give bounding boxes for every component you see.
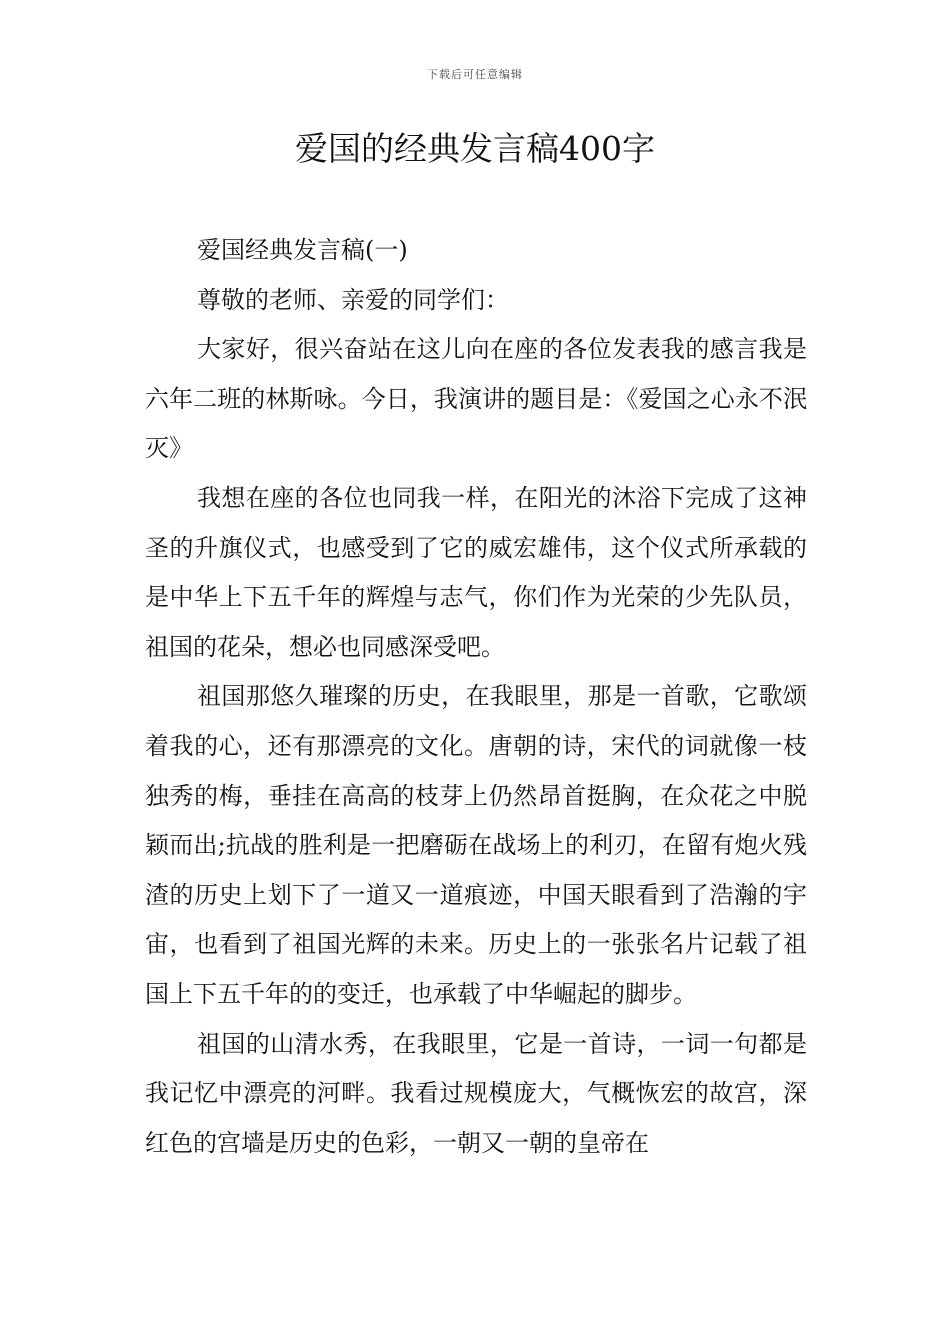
paragraph: 我想在座的各位也同我一样，在阳光的沐浴下完成了这神圣的升旗仪式，也感受到了它的威宏雄伟，这个仪式所承载的是中华上下五千年的辉煌与志气，你们作为光荣的少先队员，祖国的花朵，想必也同感深受吧。 — [145, 483, 807, 661]
paragraph: 祖国的山清水秀，在我眼里，它是一首诗，一词一句都是我记忆中漂亮的河畔。我看过规模庞大，气概恢宏的故宫，深红色的宫墙是历史的色彩，一朝又一朝的皇帝在 — [145, 1029, 807, 1157]
paragraph: 祖国那悠久璀璨的历史，在我眼里，那是一首歌，它歌颂着我的心，还有那漂亮的文化。唐朝的诗，宋代的词就像一枝独秀的梅，垂挂在高高的枝芽上仍然昂首挺胸，在众花之中脱颖而出;抗战的胜利是一把磨砺在战场上的利刃，在留有炮火残渣的历史上划下了一道又一道痕迹，中国天眼看到了浩瀚的宇宙，也看到了祖国光辉的未来。历史上的一张张名片记载了祖国上下五千年的的变迁，也承载了中华崛起的脚步。 — [145, 682, 807, 1008]
paragraph-salutation: 尊敬的老师、亲爱的同学们： — [197, 285, 509, 314]
document-body — [145, 226, 807, 1168]
paragraph: 大家好，很兴奋站在这儿向在座的各位发表我的感言我是六年二班的林斯咏。今日，我演讲的题目是：《爱国之心永不泯灭》 — [145, 335, 807, 463]
document-title: 爱国的经典发言稿400字 — [295, 129, 655, 168]
header-note: 下载后可任意编辑 — [427, 68, 523, 81]
paragraph-subtitle: 爱国经典发言稿(一) — [197, 236, 408, 264]
